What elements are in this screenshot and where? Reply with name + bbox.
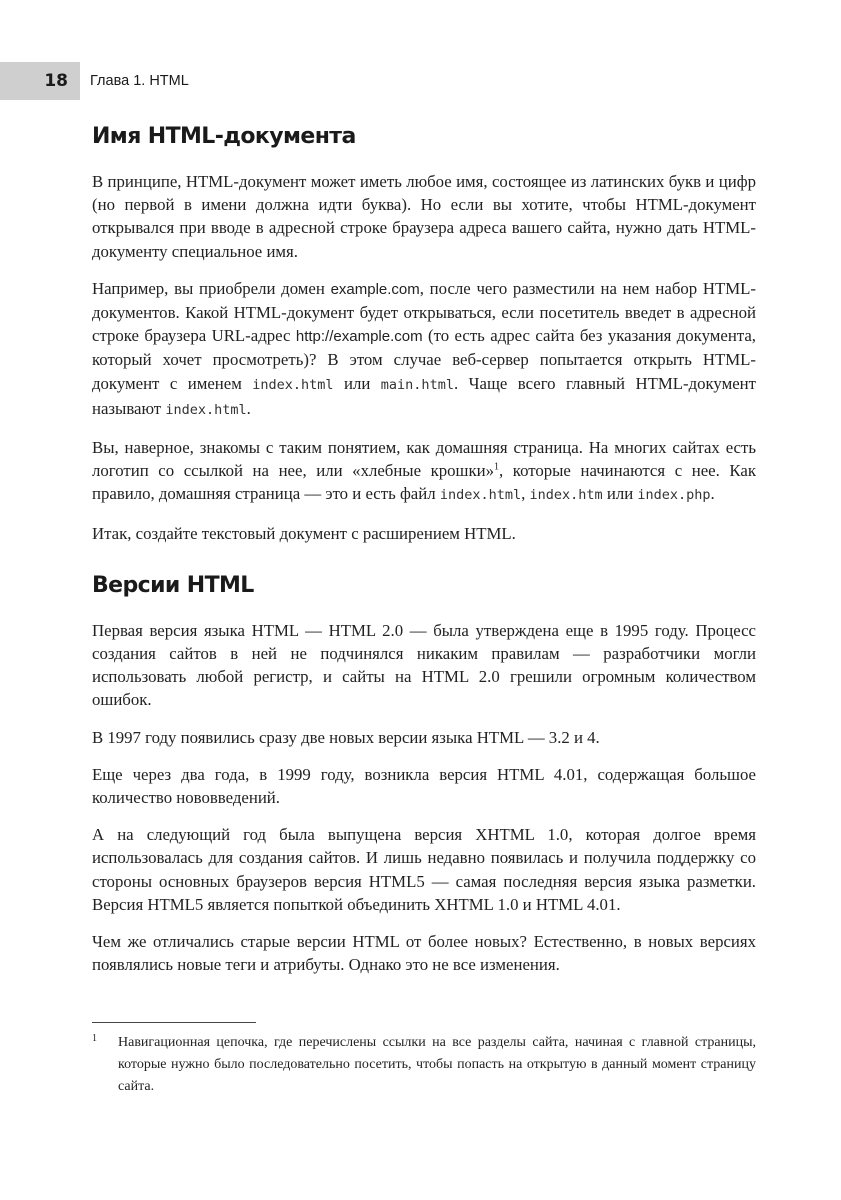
paragraph: Еще через два года, в 1999 году, возникла версия HTML 4.01, содержащая большое количество нововведений. xyxy=(92,764,756,808)
footnote-number: 1 xyxy=(92,1033,97,1044)
paragraph: В 1997 году появились сразу две новых версии языка HTML — 3.2 и 4. xyxy=(92,727,600,747)
text-run: Например, вы приобрели домен xyxy=(92,278,331,298)
inline-code: index.php xyxy=(637,487,711,504)
text-run: или xyxy=(602,484,638,504)
text-run: . xyxy=(246,398,251,418)
paragraph: Итак, создайте текстовый документ с расширением HTML. xyxy=(92,523,516,543)
text-run: . xyxy=(710,484,715,504)
paragraph xyxy=(92,277,756,422)
inline-code: index.htm xyxy=(529,487,603,504)
inline-code: main.html xyxy=(380,376,454,393)
inline-domain: example.com xyxy=(330,280,420,298)
footnote-text: Навигационная цепочка, где перечислены ссылки на все разделы сайта, начиная с главной страницы, которые нужно было последовательно посетить, чтобы попасть на открытую в данный момент страницу сайта. xyxy=(118,1035,756,1094)
page-number: 18 xyxy=(44,71,68,91)
text-run: , xyxy=(521,484,530,504)
footnote-ref: 1 xyxy=(494,461,499,473)
text-run: Вы, наверное, знакомы с таким понятием, как домашняя страница. На многих сайтах есть логотип со ссылкой на нее, или «хлебные крошки» xyxy=(92,438,756,481)
text-run: (то есть адрес сайта без указания документа, который хочет просмотреть)? В этом случае веб-сервер попытается открыть HTML-документ с именем xyxy=(92,326,756,393)
paragraph: Чем же отличались старые версии HTML от более новых? Естественно, в новых версиях появлялись новые теги и атрибуты. Однако это не все изменения. xyxy=(92,932,756,975)
paragraph: А на следующий год была выпущена версия XHTML 1.0, которая долгое время использовалась для создания сайтов. И лишь недавно появилась и получила поддержку со стороны основных браузеров версия HTML5 — самая последняя версия языка разметки. Версия HTML5 является попыткой объединить XHTML 1.0 и HTML 4.01. xyxy=(92,825,756,914)
running-header: Глава 1. HTML xyxy=(90,73,189,89)
paragraph: Первая версия языка HTML — HTML 2.0 — была утверждена еще в 1995 году. Процесс создания сайтов в ней не подчинялся никаким правилам — разработчики могли использовать любой регистр, и сайты на HTML 2.0 грешили огромным количеством ошибок. xyxy=(92,620,756,710)
section-heading-document-name: Имя HTML-документа xyxy=(92,124,356,149)
inline-url: http://example.com xyxy=(295,328,423,346)
text-run: , после чего разместили на нем набор HTML-документов. Какой HTML-документ будет открываться, если посетитель введет в адресной строке браузера URL-адрес xyxy=(92,278,756,346)
text-run: или xyxy=(333,373,381,393)
text-run: . Чаще всего главный HTML-документ называют xyxy=(92,373,756,418)
paragraph xyxy=(92,436,756,508)
page-body xyxy=(92,122,756,990)
text-run: , которые начинаются с нее. Как правило, домашняя страница — это и есть файл xyxy=(92,461,756,504)
footnote xyxy=(92,1032,756,1098)
inline-code: index.html xyxy=(439,487,522,504)
footnote-divider xyxy=(92,1022,256,1023)
inline-code: index.html xyxy=(252,376,334,393)
section-heading-html-versions: Версии HTML xyxy=(92,572,254,598)
paragraph: В принципе, HTML-документ может иметь любое имя, состоящее из латинских букв и цифр (но первой в имени должна идти буква). Но если вы хотите, чтобы HTML-документ открывался при вводе в адресной строке браузера адреса вашего сайта, нужно дать HTML-документу специальное имя. xyxy=(92,172,756,261)
inline-code: index.html xyxy=(165,401,247,418)
